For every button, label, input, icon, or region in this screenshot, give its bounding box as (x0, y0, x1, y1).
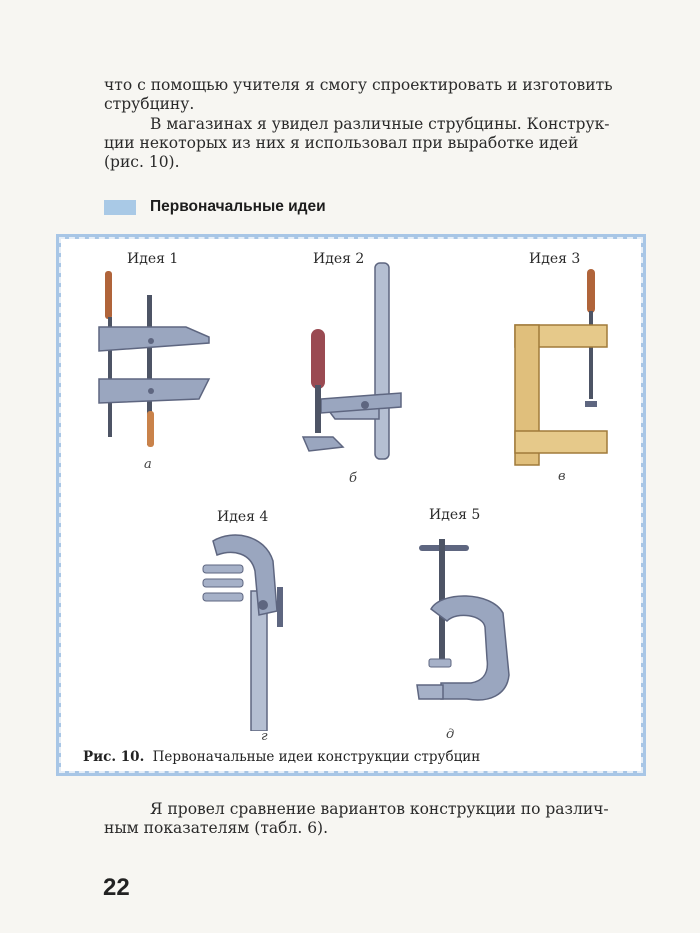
section-title: Первоначальные идеи (150, 198, 326, 215)
paragraph-3-line-1: Я провел сравнение вариантов конструкции по различ- (150, 800, 609, 818)
section-heading (104, 198, 326, 216)
paragraph-3 (104, 800, 609, 838)
figure-caption (83, 749, 480, 765)
figure-caption-number: Рис. 10. (83, 749, 145, 765)
idea-3-clamp-illustration (509, 267, 619, 467)
idea-1-clamp-illustration (91, 269, 221, 449)
idea-4-label: Идея 4 (217, 509, 269, 525)
idea-1-label: Идея 1 (127, 251, 179, 267)
idea-2-label: Идея 2 (313, 251, 365, 267)
paragraph-1 (104, 76, 613, 114)
idea-5-label: Идея 5 (429, 507, 481, 523)
idea-3-letter: в (558, 469, 566, 484)
idea-2-letter: б (349, 471, 357, 486)
idea-5-letter: д (446, 727, 455, 742)
paragraph-2-line-2: ции некоторых из них я использовал при выработке идей (104, 134, 579, 152)
idea-3-label: Идея 3 (529, 251, 581, 267)
paragraph-2-line-3: (рис. 10). (104, 153, 180, 171)
idea-4-letter: г (261, 729, 268, 744)
idea-4-clamp-illustration (193, 531, 303, 731)
paragraph-2 (104, 115, 610, 172)
section-marker (104, 200, 136, 215)
paragraph-1-line-1: что с помощью учителя я смогу спроектировать и изготовить (104, 76, 613, 94)
figure-frame (56, 234, 646, 776)
page-number: 22 (103, 874, 130, 901)
idea-5-clamp-illustration (411, 535, 521, 715)
idea-2-clamp-illustration (291, 261, 411, 471)
paragraph-2-line-1: В магазинах я увидел различные струбцины. Конструк- (150, 115, 610, 133)
idea-1-letter: а (144, 457, 152, 472)
figure-caption-text: Первоначальные идеи конструкции струбцин (152, 749, 481, 765)
paragraph-3-line-2: ным показателям (табл. 6). (104, 819, 329, 837)
paragraph-1-line-2: струбцину. (104, 95, 195, 113)
